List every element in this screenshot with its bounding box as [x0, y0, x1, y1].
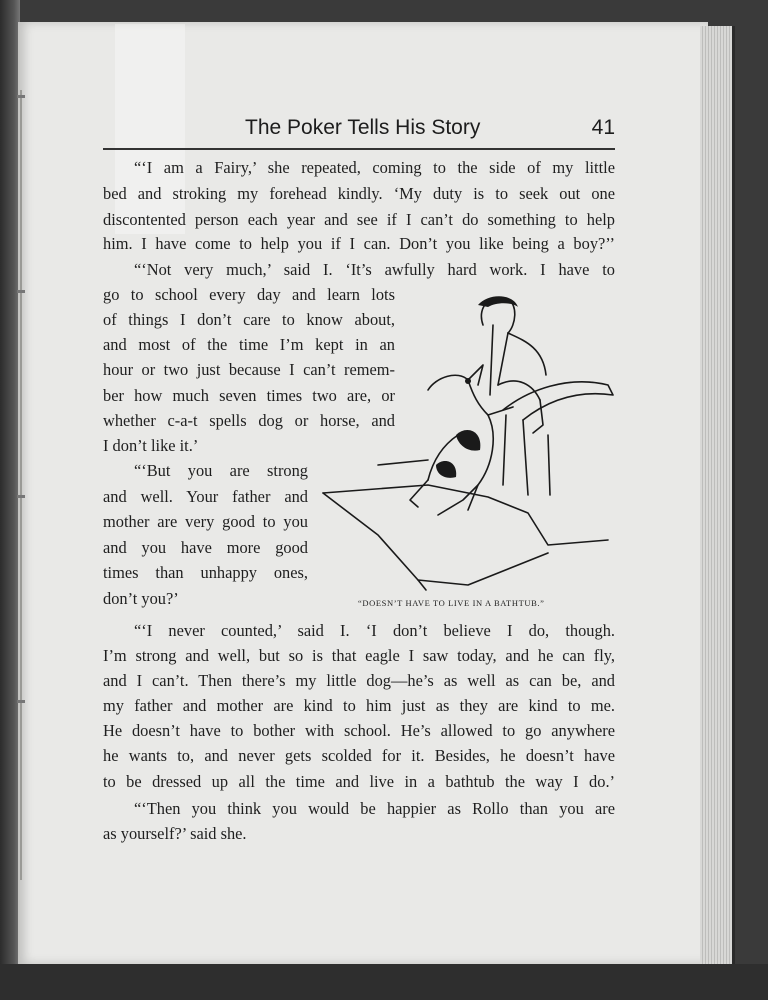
text-line: he wants to, and never gets scolded for it. Besides, he doesn’t have — [103, 746, 615, 765]
text-line: of things I don’t care to know about, — [103, 310, 395, 329]
text-line: “‘I never counted,’ said I. ‘I don’t believe I do, though. — [134, 621, 615, 640]
running-header — [103, 116, 615, 150]
binding-stitch — [17, 700, 25, 703]
text-line: and I can’t. Then there’s my little dog—he’s as well as can be, and — [103, 671, 615, 690]
text-line: times than unhappy ones, — [103, 563, 308, 582]
binding-stitch — [17, 95, 25, 98]
text-line: He doesn’t have to bother with school. He’s allowed to go anywhere — [103, 721, 615, 740]
text-line: to be dressed up all the time and live in a bathtub the way I do.’ — [103, 772, 615, 791]
text-line: hour or two just because I can’t remem- — [103, 360, 395, 379]
text-line: and you have more good — [103, 538, 308, 557]
text-line: him. I have come to help you if I can. Don’t you like being a boy?’’ — [103, 234, 615, 253]
binding-stitch — [17, 495, 25, 498]
text-line: and well. Your father and — [103, 487, 308, 506]
page-stack-edge — [700, 26, 735, 966]
text-line: mother are very good to you — [103, 512, 308, 531]
text-line: whether c-a-t spells dog or horse, and — [103, 411, 395, 430]
text-line: discontented person each year and see if I can’t do something to help — [103, 210, 615, 229]
text-line: bed and stroking my forehead kindly. ‘My duty is to seek out one — [103, 184, 615, 203]
bathtub-dog-illustration — [318, 285, 618, 595]
text-line: “‘Then you think you would be happier as Rollo than you are — [134, 799, 615, 818]
page-number: 41 — [591, 116, 615, 139]
text-line: and most of the time I’m kept in an — [103, 335, 395, 354]
binding-thread — [20, 90, 22, 880]
text-line: as yourself?’ said she. — [103, 824, 247, 843]
text-line: my father and mother are kind to him just as they are kind to me. — [103, 696, 615, 715]
text-line: go to school every day and learn lots — [103, 285, 395, 304]
text-line: “‘Not very much,’ said I. ‘It’s awfully hard work. I have to — [134, 260, 615, 279]
text-line: “‘I am a Fairy,’ she repeated, coming to the side of my little — [134, 158, 615, 177]
text-line: I don’t like it.’ — [103, 436, 199, 455]
book-cover-edge — [0, 0, 20, 1000]
illustration-caption: “DOESN’T HAVE TO LIVE IN A BATHTUB.” — [358, 598, 545, 608]
binding-stitch — [17, 290, 25, 293]
text-line: don’t you?’ — [103, 589, 179, 608]
book-cover-bottom — [0, 964, 768, 1000]
text-line: I’m strong and well, but so is that eagle I saw today, and he can fly, — [103, 646, 615, 665]
text-line: “‘But you are strong — [134, 461, 308, 480]
text-line: ber how much seven times two are, or — [103, 386, 395, 405]
running-title: The Poker Tells His Story — [245, 116, 481, 139]
